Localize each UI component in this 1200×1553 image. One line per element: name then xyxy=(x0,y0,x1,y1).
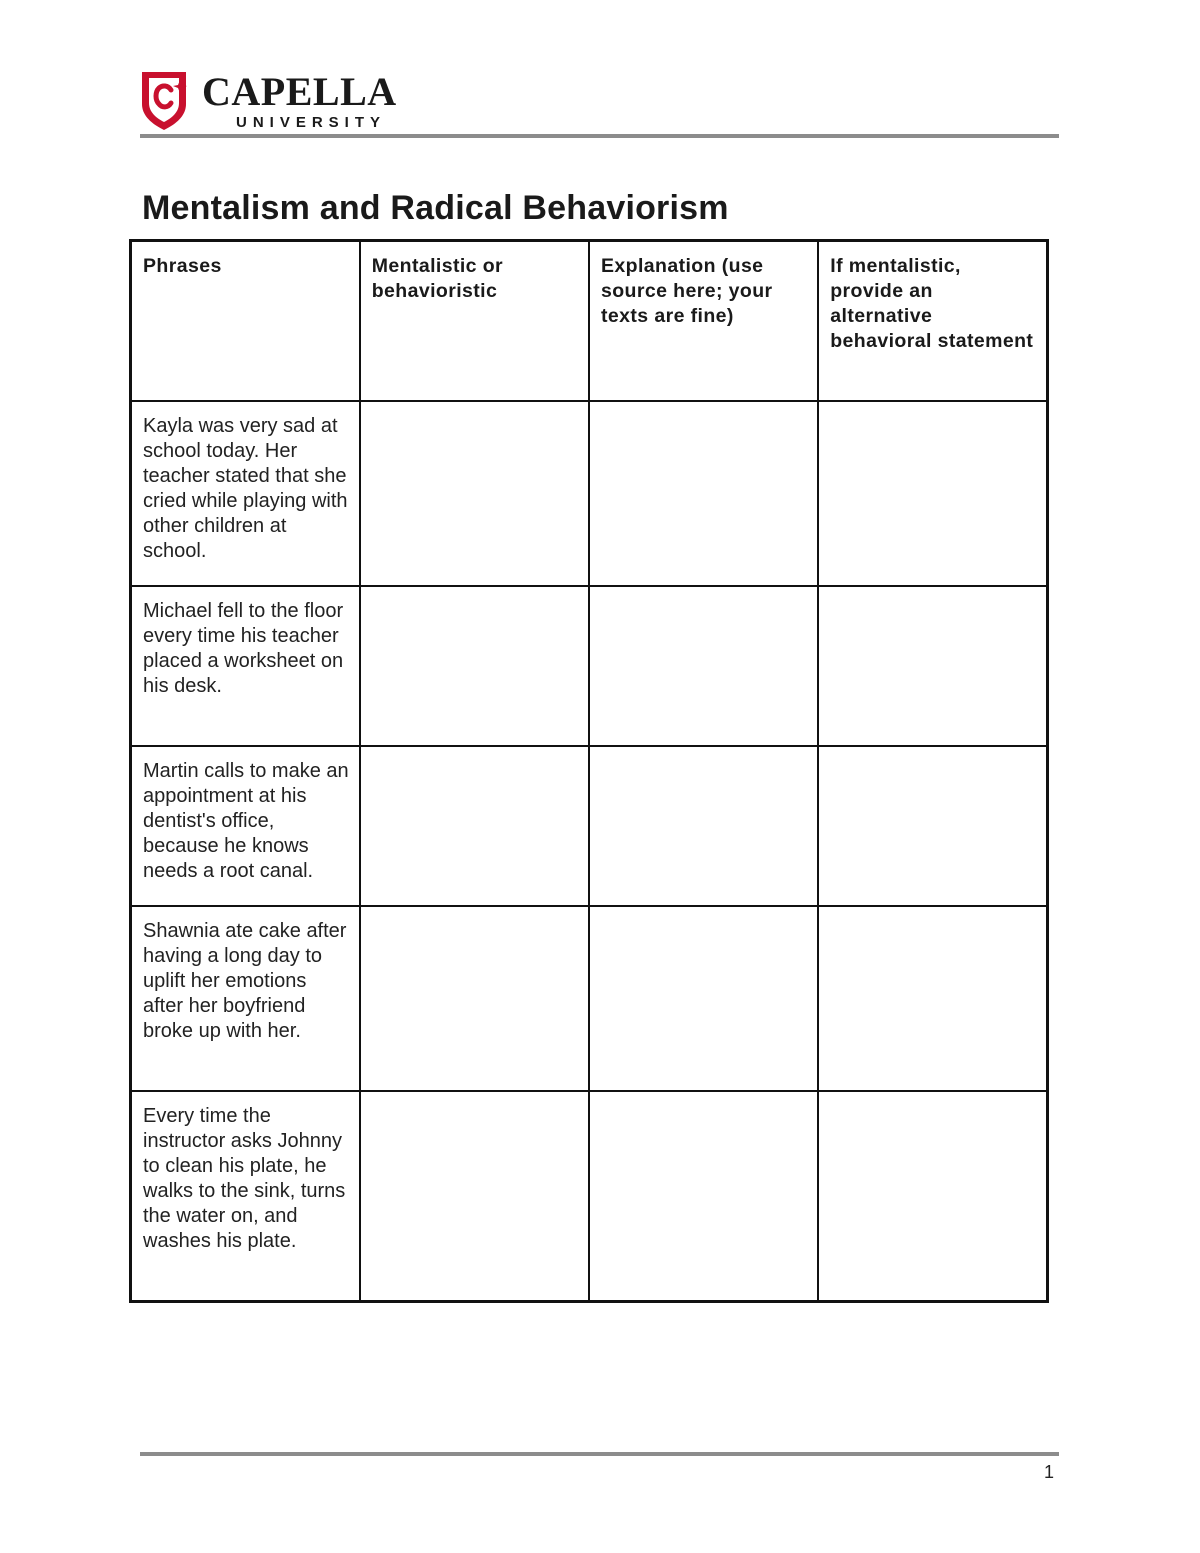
classification-cell[interactable] xyxy=(360,586,589,746)
phrase-cell: Michael fell to the floor every time his teacher placed a worksheet on his desk. xyxy=(131,586,360,746)
alternative-cell[interactable] xyxy=(818,401,1047,586)
explanation-cell[interactable] xyxy=(589,586,818,746)
column-header-explanation: Explanation (use source here; your texts are fine) xyxy=(589,241,818,402)
phrase-cell: Shawnia ate cake after having a long day to uplift her emotions after her boyfriend broke up with her. xyxy=(131,906,360,1091)
explanation-cell[interactable] xyxy=(589,1091,818,1301)
column-header-phrases: Phrases xyxy=(131,241,360,402)
alternative-cell[interactable] xyxy=(818,906,1047,1091)
shield-icon xyxy=(142,72,187,130)
phrase-cell: Martin calls to make an appointment at his dentist's office, because he knows needs a root canal. xyxy=(131,746,360,906)
table-row xyxy=(131,401,1048,586)
header-rule xyxy=(140,134,1059,138)
phrase-cell: Kayla was very sad at school today. Her teacher stated that she cried while playing with other children at school. xyxy=(131,401,360,586)
explanation-cell[interactable] xyxy=(589,401,818,586)
page-title: Mentalism and Radical Behaviorism xyxy=(142,189,729,227)
explanation-cell[interactable] xyxy=(589,906,818,1091)
logo-subtitle: UNIVERSITY xyxy=(236,114,387,131)
phrase-cell: Every time the instructor asks Johnny to clean his plate, he walks to the sink, turns the water on, and washes his plate. xyxy=(131,1091,360,1301)
classification-cell[interactable] xyxy=(360,1091,589,1301)
column-header-classification: Mentalistic or behavioristic xyxy=(360,241,589,402)
alternative-cell[interactable] xyxy=(818,1091,1047,1301)
footer-rule xyxy=(140,1452,1059,1456)
capella-university-logo xyxy=(140,68,430,132)
alternative-cell[interactable] xyxy=(818,586,1047,746)
column-header-alternative: If mentalistic, provide an alternative behavioral statement xyxy=(818,241,1047,402)
table-row xyxy=(131,906,1048,1091)
explanation-cell[interactable] xyxy=(589,746,818,906)
table-row xyxy=(131,1091,1048,1301)
classification-cell[interactable] xyxy=(360,401,589,586)
table-row xyxy=(131,746,1048,906)
classification-cell[interactable] xyxy=(360,746,589,906)
alternative-cell[interactable] xyxy=(818,746,1047,906)
classification-cell[interactable] xyxy=(360,906,589,1091)
table-row xyxy=(131,586,1048,746)
page-number: 1 xyxy=(1044,1462,1055,1482)
worksheet-table xyxy=(129,239,1049,1303)
table-header-row xyxy=(131,241,1048,402)
logo-wordmark: CAPELLA xyxy=(202,69,397,114)
